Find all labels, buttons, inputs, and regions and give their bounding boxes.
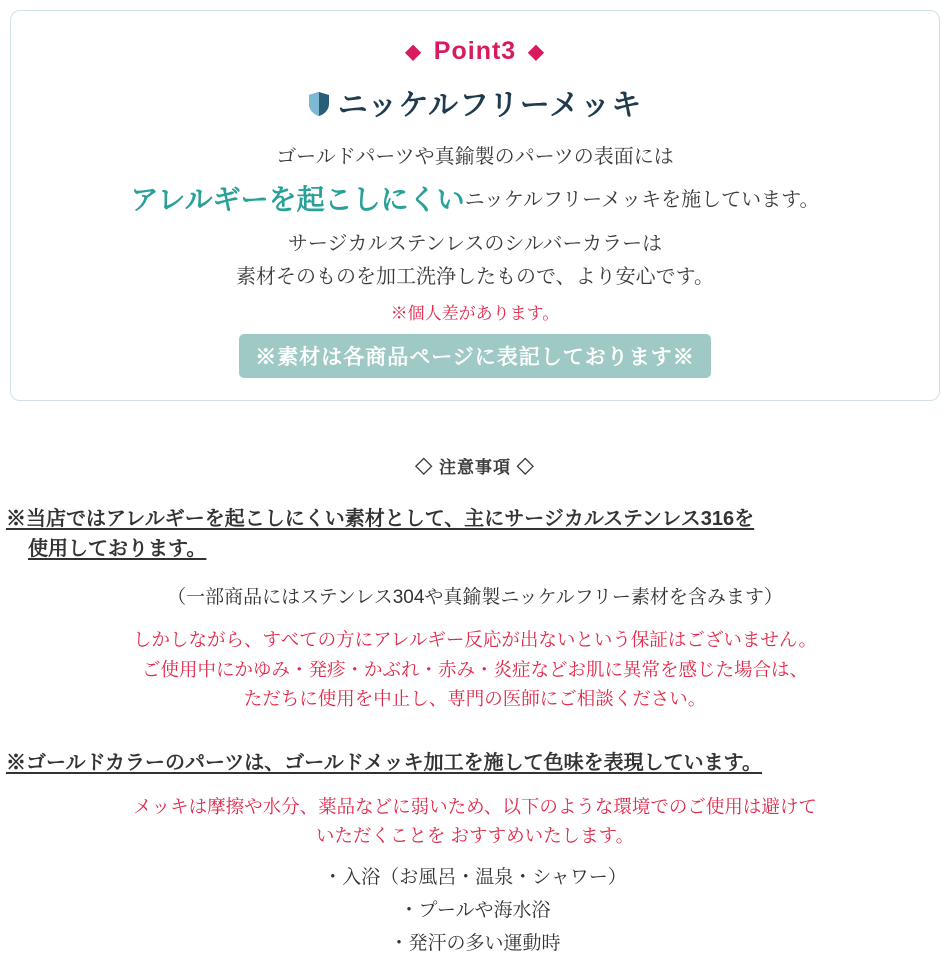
- caution-red-2-line-1: メッキは摩擦や水分、薬品などに弱いため、以下のような環境でのご使用は避けて: [133, 795, 817, 817]
- point-heading: [31, 80, 919, 124]
- caution-sub-note: （一部商品にはステンレス304や真鍮製ニッケルフリー素材を含みます）: [167, 587, 783, 608]
- caution-red-1-line-3: ただちに使用を中止し、専門の医師にご相談ください。: [243, 688, 707, 710]
- shield-icon: [308, 91, 330, 117]
- list-item: ・発汗の多い運動時: [389, 933, 561, 955]
- caution-red-1-line-2: ご使用中にかゆみ・発疹・かぶれ・赤み・炎症などお肌に異常を感じた場合は、: [141, 658, 808, 680]
- list-item: ・入浴（お風呂・温泉・シャワー）: [323, 866, 627, 888]
- point-title-text: Point3: [433, 37, 517, 65]
- caution-title: ◇ 注意事項 ◇: [415, 458, 535, 477]
- caution-red-block-2: [0, 792, 950, 851]
- allergy-emphasis-text: アレルギーを起こしにくい: [130, 184, 465, 215]
- point-card: [10, 10, 940, 401]
- caution-red-block-1: [0, 625, 950, 714]
- diamond-right-icon: ◆: [528, 40, 545, 63]
- point-line-3: 素材そのものを加工洗浄したもので、より安心です。: [236, 266, 714, 288]
- caution-bullet-list: [0, 861, 950, 961]
- caution-section: [0, 453, 950, 961]
- caution-heading-2-text: ※ゴールドカラーのパーツは、ゴールドメッキ加工を施して色味を表現しています。: [6, 751, 762, 774]
- diamond-left-icon: ◆: [405, 40, 422, 63]
- caution-red-1-line-1: しかしながら、すべての方にアレルギー反応が出ないという保証はございません。: [132, 629, 818, 650]
- material-banner: ※素材は各商品ページに表記しております※: [239, 334, 711, 378]
- point-title: [31, 37, 919, 66]
- allergy-rest-text: ニッケルフリーメッキを施しています。: [464, 189, 820, 211]
- caution-heading-1-line-1: ※当店ではアレルギーを起こしにくい素材として、主にサージカルステンレス316を: [6, 508, 755, 530]
- point-heading-text: ニッケルフリーメッキ: [337, 89, 643, 122]
- point-allergy-line: [31, 179, 919, 221]
- list-item: ・プールや海水浴: [399, 900, 551, 922]
- caution-heading-2: [0, 748, 950, 778]
- point-line-2: サージカルステンレスのシルバーカラーは: [287, 233, 663, 255]
- point-line-1: ゴールドパーツや真鍮製のパーツの表面には: [276, 146, 674, 168]
- caution-heading-1-line-2: 使用しております。: [28, 538, 207, 560]
- caution-red-2-line-2: いただくことを おすすめいたします。: [315, 825, 635, 847]
- caution-heading-1: [0, 504, 950, 564]
- point-individual-note: ※個人差があります。: [390, 304, 560, 323]
- page-root: [0, 10, 950, 960]
